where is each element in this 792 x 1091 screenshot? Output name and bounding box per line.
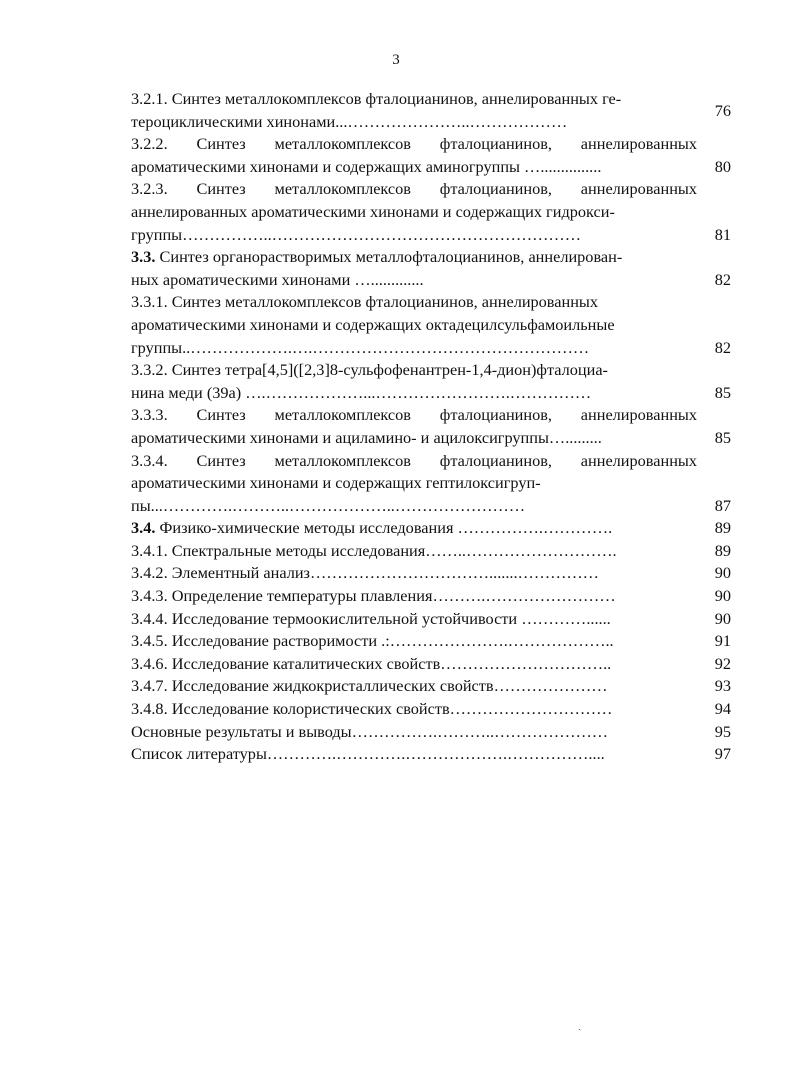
toc-entry-3-4-3[interactable] bbox=[131, 585, 731, 608]
toc-entry-3-4-7[interactable] bbox=[131, 675, 731, 698]
toc-entry-3-3-4[interactable] bbox=[131, 450, 731, 518]
toc-entry-3-4-8[interactable] bbox=[131, 698, 731, 721]
toc-entry-text: 3.4.5. Исследование растворимости .:………………….……………….. bbox=[131, 631, 614, 651]
toc-entry-3-2-3[interactable] bbox=[131, 178, 731, 246]
toc-entry-references[interactable] bbox=[131, 743, 731, 766]
toc-entry-text: 3.3.3. Синтез металлокомплексов фталоцианинов, аннелированных ароматическими хинонами и ациламино- и ацилоксигруппы…......... bbox=[131, 405, 697, 447]
scan-mark: ˏ bbox=[578, 1020, 582, 1031]
toc-page-number: 94 bbox=[714, 699, 731, 719]
toc-entry-3-3-2[interactable] bbox=[131, 359, 731, 404]
toc-entry-text: Основные результаты и выводы…………….………..………………… bbox=[131, 721, 609, 741]
toc-page-number: 85 bbox=[714, 382, 731, 402]
toc-page-number: 90 bbox=[714, 608, 731, 628]
toc-page-number: 95 bbox=[714, 721, 731, 741]
toc-entry-3-2-1[interactable] bbox=[131, 88, 731, 133]
toc-entry-text: 3.3.2. Синтез тетра[4,5]([2,3]8-сульфофенантрен-1,4-дион)фталоциа- нина меди (39а) ….………………...…………………….…………… bbox=[131, 360, 608, 402]
toc-entry-3-4[interactable] bbox=[131, 517, 731, 540]
toc-entry-3-2-2[interactable] bbox=[131, 133, 731, 178]
toc-entry-text: 3.4.2. Элементный анализ…………………………….......…………… bbox=[131, 563, 599, 583]
table-of-contents bbox=[131, 88, 731, 766]
toc-entry-3-4-5[interactable] bbox=[131, 630, 731, 653]
toc-page-number: 97 bbox=[714, 744, 731, 764]
toc-entry-3-3[interactable] bbox=[131, 246, 731, 291]
toc-entry-text: 3.4.4. Исследование термоокислительной устойчивости …………...... bbox=[131, 608, 611, 628]
toc-entry-text: 3.4. Физико-химические методы исследования …………….…………. bbox=[131, 518, 613, 538]
toc-entry-3-4-1[interactable] bbox=[131, 540, 731, 563]
toc-entry-3-4-6[interactable] bbox=[131, 653, 731, 676]
toc-entry-text: 3.4.8. Исследование колористических свойств………………………… bbox=[131, 699, 613, 719]
toc-page-number: 80 bbox=[714, 156, 731, 176]
toc-page-number: 90 bbox=[714, 563, 731, 583]
toc-entry-text: 3.2.1. Синтез металлокомплексов фталоцианинов, аннелированных ге- тероциклическими хинонами...…………………..……………… bbox=[131, 89, 622, 131]
toc-page-number: 92 bbox=[714, 653, 731, 673]
toc-entry-text: 3.4.3. Определение температуры плавления……….…………………… bbox=[131, 586, 616, 606]
toc-entry-text: 3.2.3. Синтез металлокомплексов фталоцианинов, аннелированных аннелированных ароматическими хинонами и содержащих гидрокси- группы……………..………………………………………………… bbox=[131, 179, 697, 244]
toc-page-number: 89 bbox=[714, 540, 731, 560]
toc-entry-text: Список литературы………….………….……………….…………….... bbox=[131, 744, 605, 764]
page-number: 3 bbox=[392, 52, 400, 68]
toc-entry-text: 3.3.1. Синтез металлокомплексов фталоцианинов, аннелированных ароматическими хинонами и содержащих октадецилсульфамоильные группы..……………….….…………………………………………… bbox=[131, 292, 615, 357]
toc-page-number: 85 bbox=[714, 427, 731, 447]
toc-page-number: 90 bbox=[714, 586, 731, 606]
toc-entry-results[interactable] bbox=[131, 721, 731, 744]
toc-entry-3-4-4[interactable] bbox=[131, 608, 731, 631]
toc-entry-text: 3.3.4. Синтез металлокомплексов фталоцианинов, аннелированных ароматическими хинонами и содержащих гептилоксигруп- пы...………….………..………………..…………………… bbox=[131, 450, 697, 515]
toc-page-number: 91 bbox=[714, 631, 731, 651]
toc-entry-text: 3.4.6. Исследование каталитических свойств………………………….. bbox=[131, 653, 612, 673]
toc-entry-3-4-2[interactable] bbox=[131, 562, 731, 585]
toc-entry-text: 3.4.7. Исследование жидкокристаллических свойств………………… bbox=[131, 676, 608, 696]
toc-page-number: 87 bbox=[714, 495, 731, 515]
toc-page-number: 82 bbox=[714, 269, 731, 289]
toc-entry-text: 3.2.2. Синтез металлокомплексов фталоцианинов, аннелированных ароматическими хинонами и содержащих аминогруппы …............... bbox=[131, 134, 697, 176]
toc-page-number: 81 bbox=[714, 224, 731, 244]
toc-entry-3-3-3[interactable] bbox=[131, 404, 731, 449]
toc-page-number: 93 bbox=[714, 676, 731, 696]
toc-entry-text: 3.4.1. Спектральные методы исследования……..………………………. bbox=[131, 540, 617, 560]
toc-page-number: 89 bbox=[714, 518, 731, 538]
toc-entry-3-3-1[interactable] bbox=[131, 291, 731, 359]
toc-entry-text: 3.3. Синтез органорастворимых металлофталоцианинов, аннелирован- ных ароматическими хинонами …............. bbox=[131, 247, 623, 289]
toc-page-number: 76 bbox=[714, 100, 731, 120]
toc-page-number: 82 bbox=[714, 337, 731, 357]
